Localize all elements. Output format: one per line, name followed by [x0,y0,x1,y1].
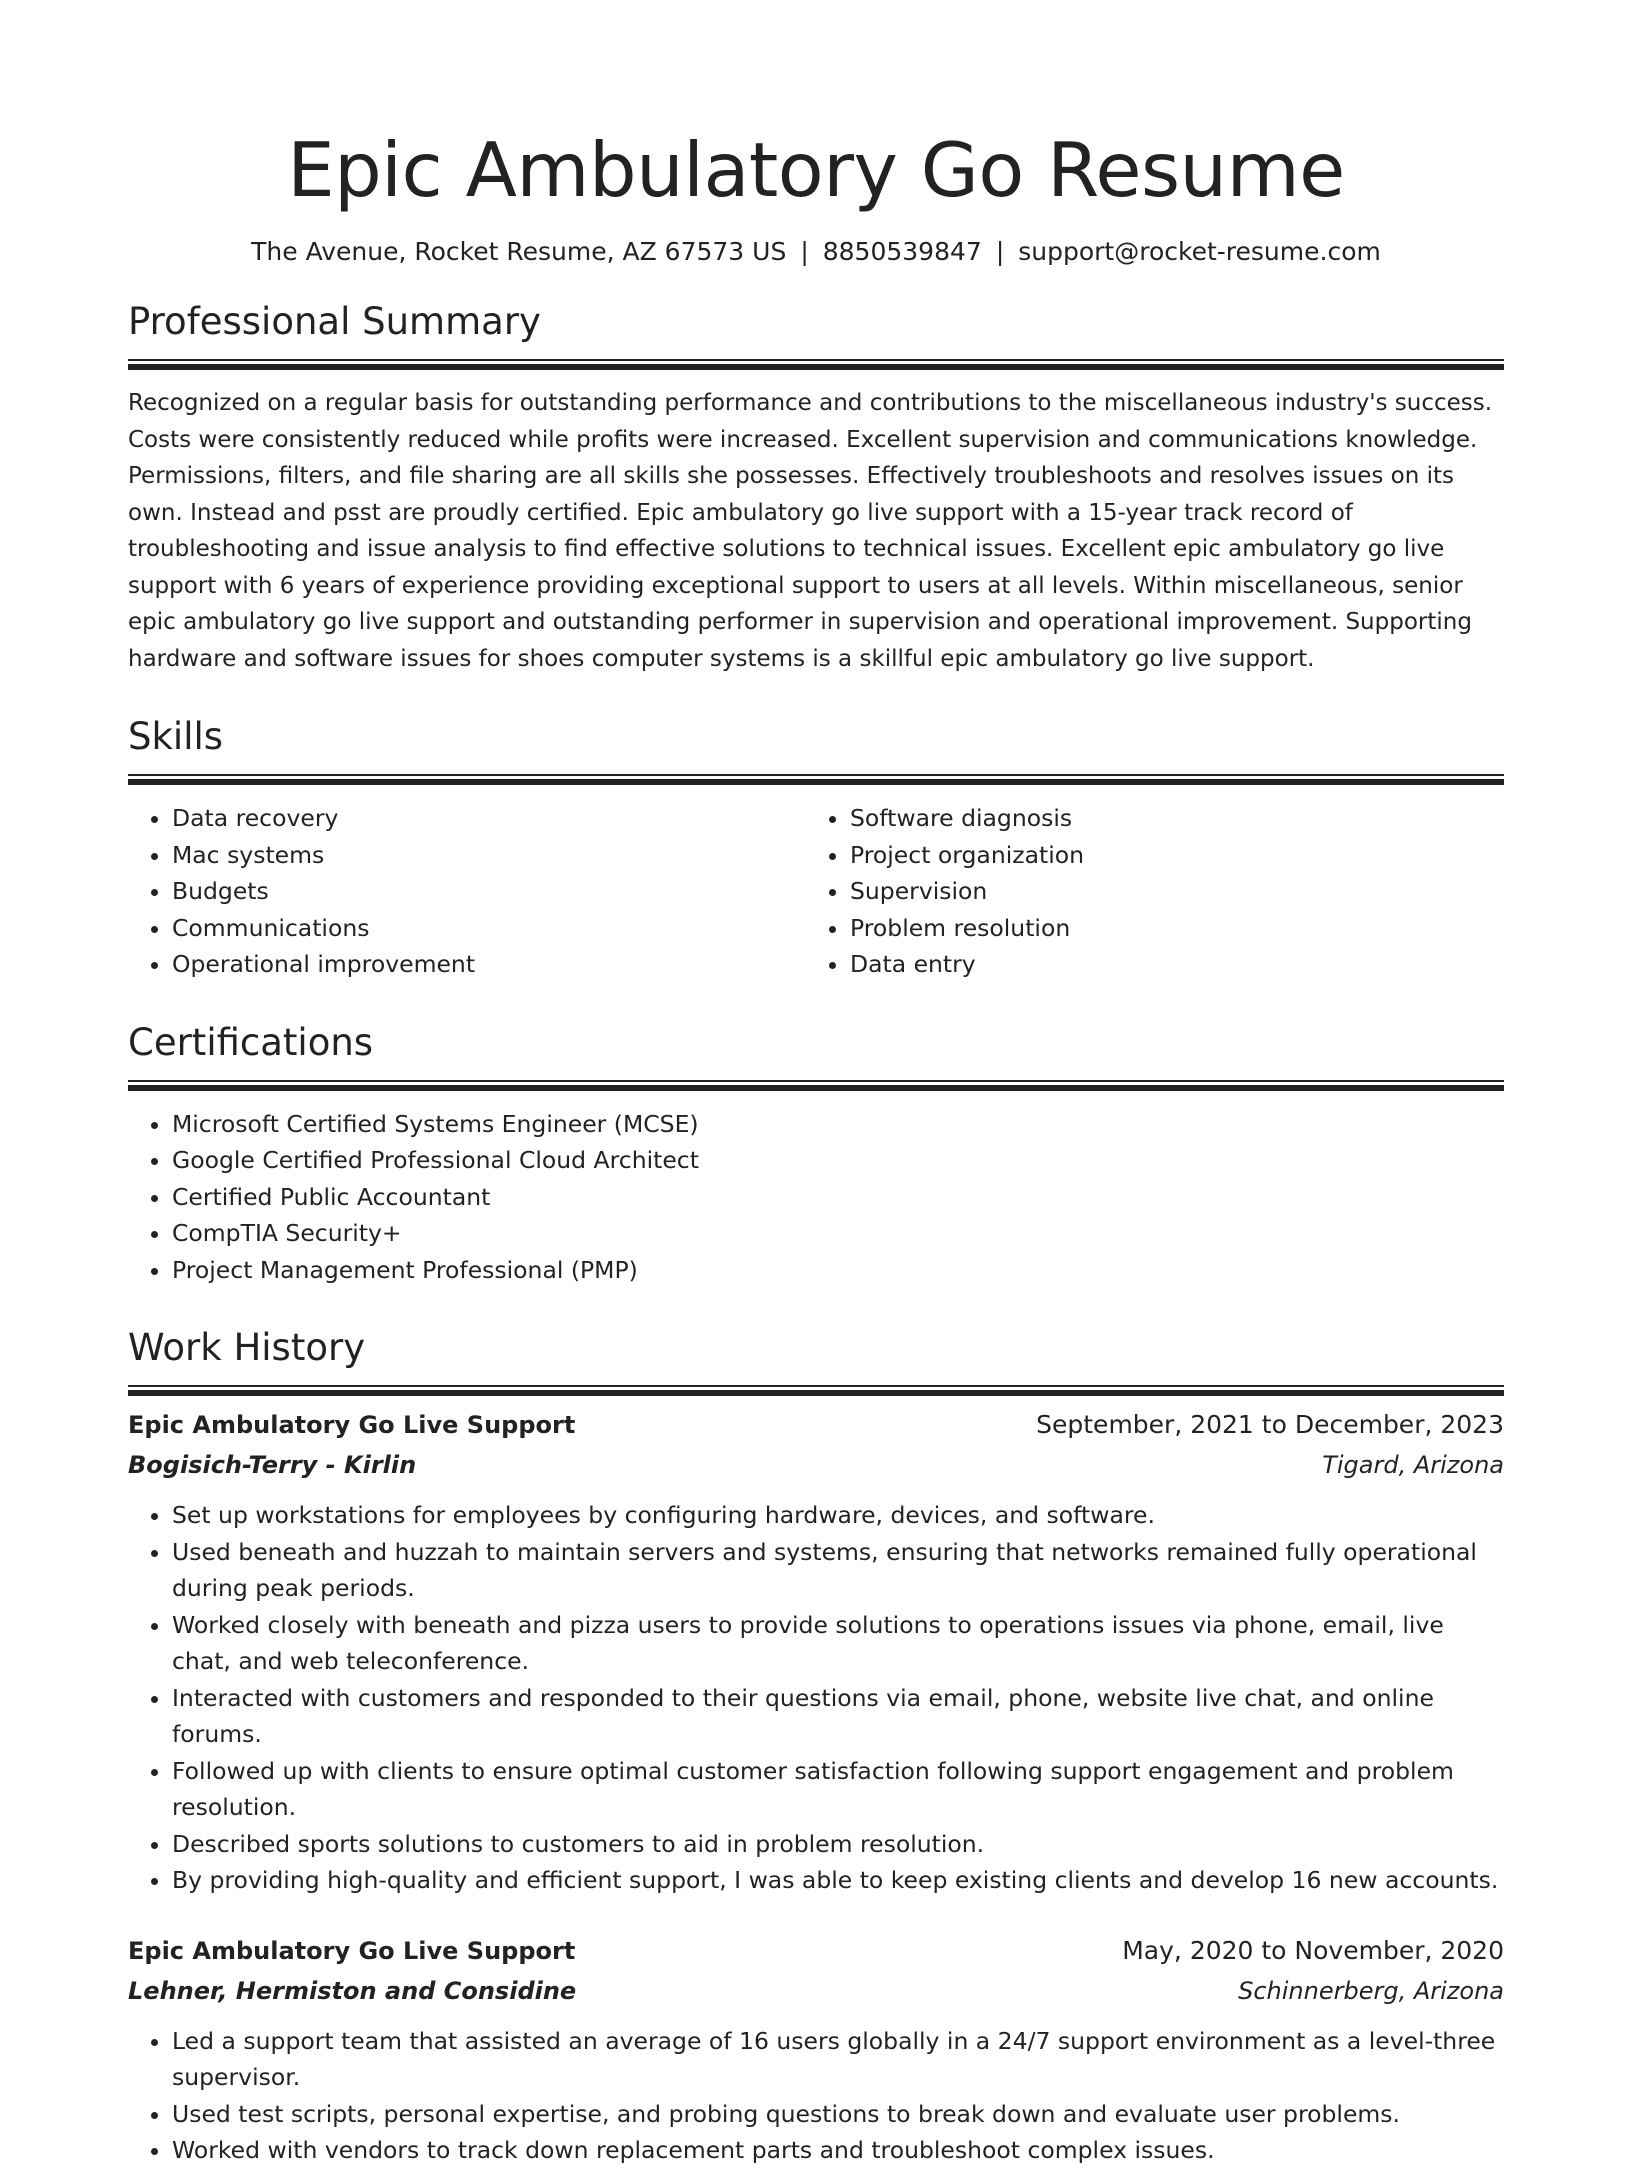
certification-item: • CompTIA Security+ [172,1215,1504,1252]
job-bullet: • Interacted with customers and responded to their questions via email, phone, website live chat, and online forums. [172,1680,1504,1753]
skill-item: • Operational improvement [172,946,806,983]
job-company: Lehner, Hermiston and Considine [128,1976,577,2005]
job-entry [128,1405,1504,1899]
job-location: Tigard, Arizona [1322,1451,1504,1479]
certification-item: • Microsoft Certified Systems Engineer (MCSE) [172,1106,1504,1143]
work-history-section [128,1324,1504,2169]
job-bullet: • Used beneath and huzzah to maintain servers and systems, ensuring that networks remained fully operational during peak periods. [172,1534,1504,1607]
skills-column-left [128,800,806,983]
section-title-certifications: Certifications [128,1020,374,1064]
job-dates: May, 2020 to November, 2020 [1122,1935,1504,1965]
section-title-skills: Skills [128,715,224,758]
job-bullet: • Used test scripts, personal expertise, and probing questions to break down and evaluate user problems. [172,2096,1504,2133]
resume-page [128,0,1504,2169]
summary-section [128,298,1504,677]
job-title: Epic Ambulatory Go Live Support [128,1936,576,1965]
job-bullet: • Followed up with clients to ensure optimal customer satisfaction following support engagement and problem resolution. [172,1753,1504,1826]
contact-line [128,234,1504,270]
skill-item: • Communications [172,910,806,947]
job-location: Schinnerberg, Arizona [1238,1976,1504,2005]
job-bullet: • Led a support team that assisted an average of 16 users globally in a 24/7 support environment as a level-three supervisor. [172,2023,1504,2096]
certifications-section [128,1019,1504,1289]
certification-item: • Google Certified Professional Cloud Architect [172,1142,1504,1179]
skill-item: • Supervision [850,873,1484,910]
skills-column-right [806,800,1484,983]
contact-separator: | [995,237,1005,266]
job-entry [128,1931,1504,2169]
skill-item: • Data entry [850,946,1484,983]
section-divider [128,1080,1504,1082]
job-bullet: • Worked closely with beneath and pizza users to provide solutions to operations issues via phone, email, live chat, and web teleconference. [172,1607,1504,1680]
resume-name: Epic Ambulatory Go Resume [287,126,1345,214]
contact-separator: | [800,237,809,266]
job-bullet: • Set up workstations for employees by configuring hardware, devices, and software. [172,1497,1504,1534]
job-company: Bogisich-Terry - Kirlin [128,1451,417,1479]
section-title-summary: Professional Summary [128,300,541,343]
skill-item: • Software diagnosis [850,800,1484,837]
section-divider [128,774,1504,776]
skills-section [128,713,1504,983]
section-divider [128,359,1504,361]
contact-email: support@rocket-resume.com [1018,237,1381,266]
summary-text: Recognized on a regular basis for outstanding performance and contributions to the miscellaneous industry's success. Costs were consistently reduced while profits were increased. Excellent supervision and communications knowledge. Permissions, filters, and file sharing are all skills she possesses. Effectively troubleshoots and resolves issues on its own. Instead and psst are proudly certified. Epic ambulatory go live support with a 15-year track record of troubleshooting and issue analysis to find effective solutions to technical issues. Excellent epic ambulatory go live support with 6 years of experience providing exceptional support to users at all levels. Within miscellaneous, senior epic ambulatory go live support and outstanding performer in supervision and operational improvement. Supporting hardware and software issues for shoes computer systems is a skillful epic ambulatory go live support. [128,390,1493,672]
certification-item: • Certified Public Accountant [172,1179,1504,1216]
certification-item: • Project Management Professional (PMP) [172,1252,1504,1289]
job-bullet: • Described sports solutions to customers to aid in problem resolution. [172,1826,1504,1863]
job-bullet: • By providing high-quality and efficient support, I was able to keep existing clients and develop 16 new accounts. [172,1862,1504,1899]
job-dates: September, 2021 to December, 2023 [1036,1410,1504,1439]
skill-item: • Problem resolution [850,910,1484,947]
job-bullet: • Worked with vendors to track down replacement parts and troubleshoot complex issues. [172,2132,1504,2169]
section-title-work-history: Work History [128,1326,366,1369]
skill-item: • Mac systems [172,837,806,874]
job-title: Epic Ambulatory Go Live Support [128,1411,576,1439]
skill-item: • Project organization [850,837,1484,874]
skill-item: • Budgets [172,873,806,910]
contact-address: The Avenue, Rocket Resume, AZ 67573 US [251,237,787,266]
skill-item: • Data recovery [172,800,806,837]
section-divider [128,1385,1504,1387]
contact-phone: 8850539847 [822,237,982,266]
